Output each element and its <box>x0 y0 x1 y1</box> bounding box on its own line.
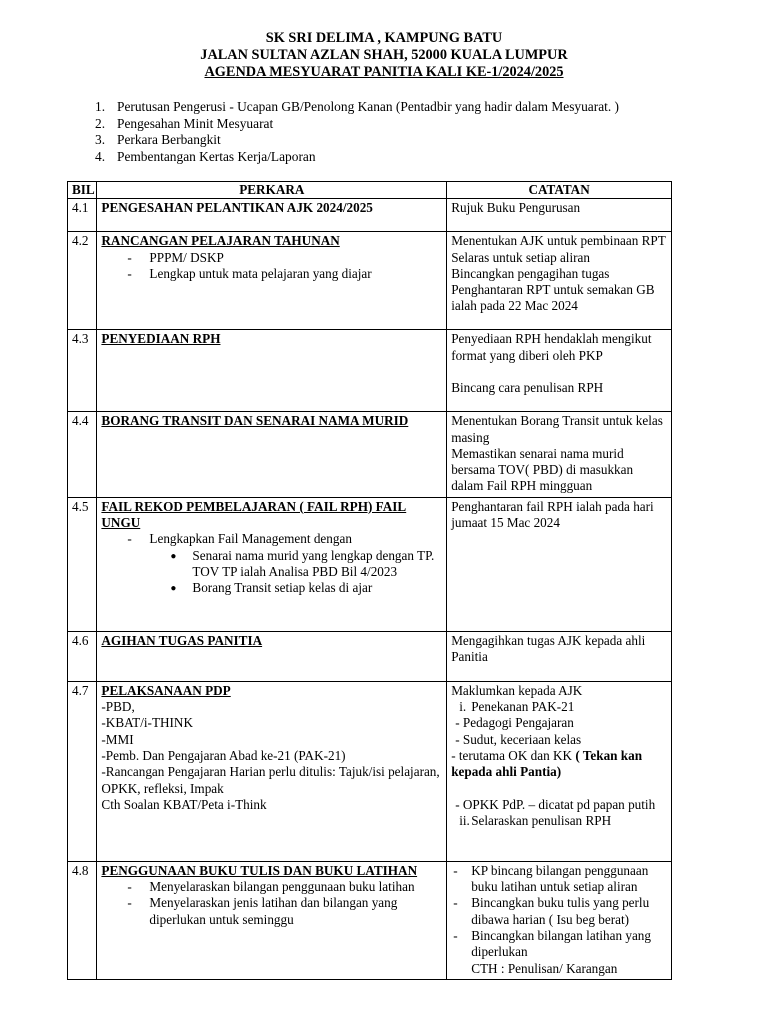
catatan-line: CTH : Penulisan/ Karangan <box>471 960 618 976</box>
list-item: -Pemb. Dan Pengajaran Abad ke-21 (PAK-21) <box>101 747 346 763</box>
header-bil: BIL <box>68 182 97 199</box>
list-item: - Menyelaraskan bilangan penggunaan buku latihan <box>127 879 415 895</box>
row-bil: 4.5 <box>68 497 97 631</box>
row-bil: 4.6 <box>68 631 97 681</box>
agenda-item <box>95 132 619 149</box>
row-title: PENGESAHAN PELANTIKAN AJK 2024/2025 <box>101 200 373 216</box>
row-perkara <box>97 631 447 681</box>
catatan-numbered: i. Penekanan PAK-21 <box>459 699 575 715</box>
catatan-line: Menentukan AJK untuk pembinaan RPT <box>451 233 666 249</box>
catatan-line: Penghantaran RPT untuk semakan GB ialah pada 22 Mac 2024 <box>451 282 655 314</box>
agenda-text: Perutusan Pengerusi - Ucapan GB/Penolong Kanan (Pentadbir yang hadir dalam Mesyuarat. ) <box>117 99 620 114</box>
row-perkara <box>97 330 447 412</box>
table-row <box>68 497 672 631</box>
catatan-dash-item: - Bincangkan bilangan latihan yang diperlukan <box>453 927 651 960</box>
catatan-numbered: ii. Selaraskan penulisan RPH <box>459 812 612 828</box>
row-perkara <box>97 681 447 861</box>
school-name: SK SRI DELIMA , KAMPUNG BATU <box>265 30 503 46</box>
agenda-table <box>67 181 672 980</box>
table-row <box>68 631 672 681</box>
row-catatan <box>447 681 672 861</box>
catatan-line: Rujuk Buku Pengurusan <box>451 200 581 216</box>
catatan-line: Menentukan Borang Transit untuk kelas masing <box>451 413 663 445</box>
catatan-line: Mengagihkan tugas AJK kepada ahli Panitia <box>451 632 646 665</box>
table-row <box>68 199 672 232</box>
row-perkara <box>97 497 447 631</box>
meeting-title: AGENDA MESYUARAT PANITIA KALI KE-1/2024/2025 <box>204 64 564 80</box>
row-catatan <box>447 631 672 681</box>
agenda-number: 4. <box>95 148 106 164</box>
table-row <box>68 330 672 412</box>
catatan-line: - terutama OK dan KK ( Tekan kan kepada ahli Pantia) <box>451 747 643 780</box>
catatan-line: - Sudut, keceriaan kelas <box>455 731 582 747</box>
row-title: AGIHAN TUGAS PANITIA <box>101 632 263 648</box>
row-catatan <box>447 232 672 330</box>
bullet-item: ● Senarai nama murid yang lengkap dengan TP. TOV TP ialah Analisa PBD Bil 4/2023 <box>170 547 435 579</box>
catatan-line: - Pedagogi Pengajaran <box>455 715 574 731</box>
agenda-number: 2. <box>95 115 106 131</box>
list-item: Cth Soalan KBAT/Peta i-Think <box>101 796 267 812</box>
row-catatan <box>447 497 672 631</box>
list-item: -PBD, <box>101 699 135 715</box>
agenda-number: 3. <box>95 132 106 147</box>
row-catatan <box>447 199 672 232</box>
agenda-text: Pengesahan Minit Mesyuarat <box>117 115 274 131</box>
row-title: PELAKSANAAN PDP <box>101 682 231 698</box>
catatan-dash-item: - Bincangkan buku tulis yang perlu dibawa harian ( Isu beg berat) <box>453 895 650 927</box>
agenda-number: 1. <box>95 99 106 114</box>
table-row <box>68 412 672 497</box>
school-address: JALAN SULTAN AZLAN SHAH, 52000 KUALA LUMPUR <box>200 47 568 63</box>
row-bil: 4.7 <box>68 681 97 861</box>
agenda-item <box>95 99 619 116</box>
agenda-list <box>95 99 619 165</box>
row-bil: 4.4 <box>68 412 97 497</box>
row-title: BORANG TRANSIT DAN SENARAI NAMA MURID <box>101 413 409 429</box>
agenda-item <box>95 149 619 166</box>
row-perkara <box>97 861 447 979</box>
catatan-dash-item: - KP bincang bilangan penggunaan buku latihan untuk setiap aliran <box>453 862 649 895</box>
table-row <box>68 681 672 861</box>
row-perkara <box>97 232 447 330</box>
row-catatan <box>447 861 672 979</box>
list-item: - Menyelaraskan jenis latihan dan bilangan yang diperlukan untuk seminggu <box>127 895 398 927</box>
table-row <box>68 861 672 979</box>
row-title: RANCANGAN PELAJARAN TAHUNAN <box>101 233 340 249</box>
catatan-line: Memastikan senarai nama murid bersama TOV( PBD) di masukkan dalam Fail RPH mingguan <box>451 445 634 494</box>
catatan-line: Bincangkan pengagihan tugas <box>451 265 610 281</box>
row-perkara <box>97 199 447 232</box>
list-item: -KBAT/i-THINK <box>101 715 193 731</box>
row-catatan <box>447 412 672 497</box>
catatan-line: Penghantaran fail RPH ialah pada hari jumaat 15 Mac 2024 <box>451 498 654 531</box>
catatan-line: - OPKK PdP. – dicatat pd papan putih <box>455 796 656 812</box>
row-title: PENGGUNAAN BUKU TULIS DAN BUKU LATIHAN <box>101 862 418 878</box>
row-bil: 4.3 <box>68 330 97 412</box>
agenda-text: Pembentangan Kertas Kerja/Laporan <box>117 148 316 164</box>
catatan-line: Selaras untuk setiap aliran <box>451 249 590 265</box>
row-title: FAIL REKOD PEMBELAJARAN ( FAIL RPH) FAIL UNGU <box>101 498 407 531</box>
catatan-line: Maklumkan kepada AJK <box>451 682 583 698</box>
list-item: -Rancangan Pengajaran Harian perlu ditulis: Tajuk/isi pelajaran, OPKK, refleksi, Impak <box>101 764 440 796</box>
list-item: - Lengkapkan Fail Management dengan <box>127 531 352 547</box>
table-header-row <box>68 182 672 199</box>
bullet-item: ● Borang Transit setiap kelas di ajar <box>170 580 373 596</box>
row-bil: 4.8 <box>68 861 97 979</box>
header-catatan: CATATAN <box>447 182 672 199</box>
row-bil: 4.2 <box>68 232 97 330</box>
header-perkara: PERKARA <box>97 182 447 199</box>
row-title: PENYEDIAAN RPH <box>101 331 221 347</box>
agenda-item <box>95 116 619 133</box>
row-perkara <box>97 412 447 497</box>
document-header <box>0 30 768 81</box>
catatan-line: Bincang cara penulisan RPH <box>451 379 604 395</box>
row-bil: 4.1 <box>68 199 97 232</box>
catatan-line: Penyediaan RPH hendaklah mengikut format yang diberi oleh PKP <box>451 331 652 363</box>
agenda-text: Perkara Berbangkit <box>117 132 221 147</box>
list-item: - Lengkap untuk mata pelajaran yang diajar <box>127 265 372 281</box>
table-row <box>68 232 672 330</box>
list-item: -MMI <box>101 731 134 747</box>
list-item: - PPPM/ DSKP <box>127 249 224 265</box>
row-catatan <box>447 330 672 412</box>
